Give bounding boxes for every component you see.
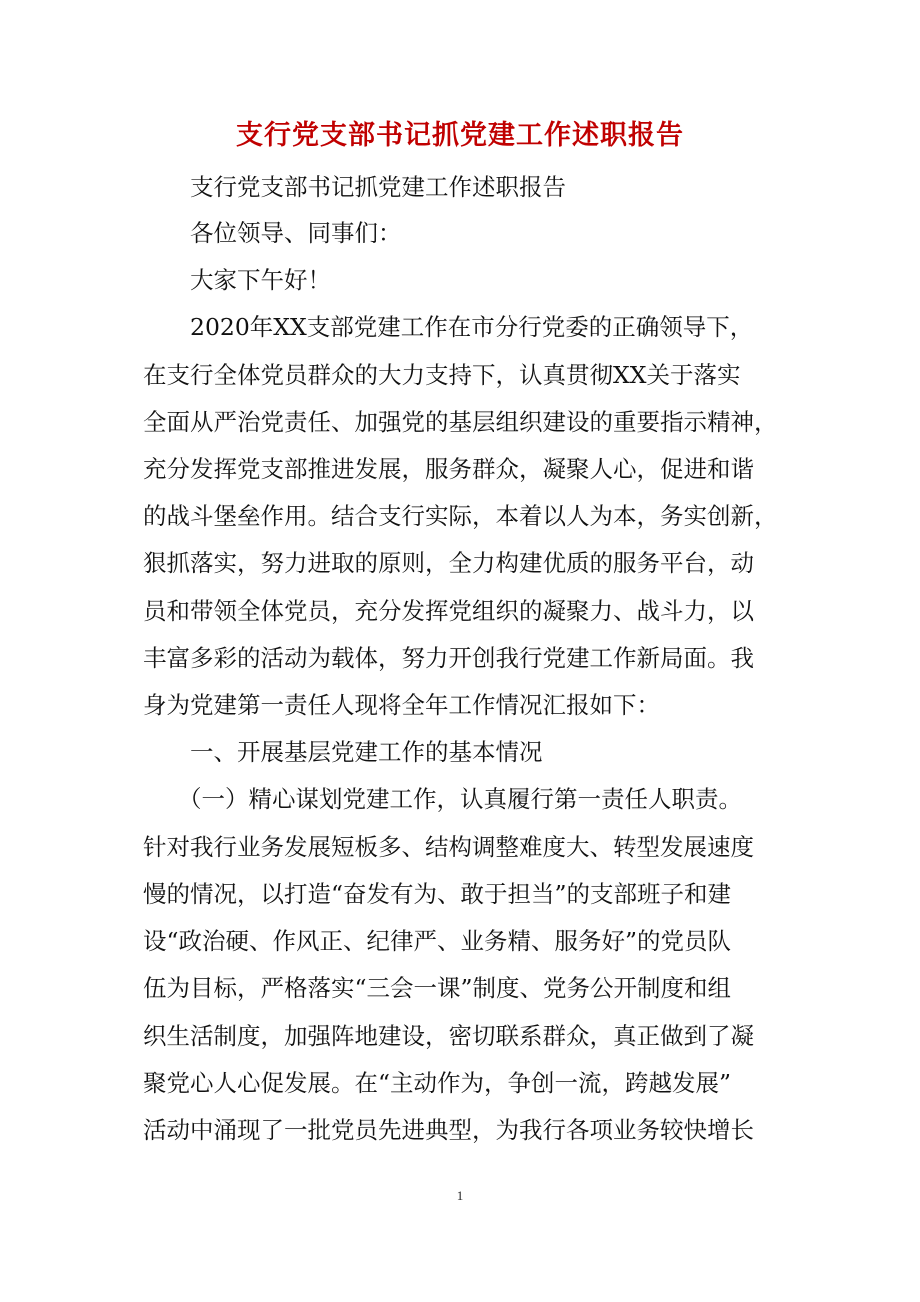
section-1-heading: 一、开展基层党建工作的基本情况 [190, 738, 543, 766]
subsection-1-line-4: 设“政治硬、作风正、纪律严、业务精、服务好”的党员队 [143, 927, 732, 955]
subsection-1-line-8: 活动中涌现了一批党员先进典型，为我行各项业务较快增长 [143, 1116, 754, 1144]
greeting: 大家下午好！ [190, 266, 331, 294]
subsection-1-line-3: 慢的情况，以打造“奋发有为、敢于担当”的支部班子和建 [143, 880, 732, 908]
subsection-1-line-2: 针对我行业务发展短板多、结构调整难度大、转型发展速度 [143, 833, 754, 861]
paragraph-1-line-7: 员和带领全体党员，充分发挥党组织的凝聚力、战斗力，以 [143, 597, 754, 625]
paragraph-1-line-1: 2020年XX支部党建工作在市分行党委的正确领导下， [190, 313, 754, 341]
paragraph-1-line-4: 充分发挥党支部推进发展，服务群众，凝聚人心，促进和谐 [143, 455, 754, 483]
document-title: 支行党支部书记抓党建工作述职报告 [236, 120, 684, 151]
page-number: 1 [456, 1188, 464, 1203]
paragraph-1-line-9: 身为党建第一责任人现将全年工作情况汇报如下： [143, 691, 660, 719]
paragraph-1-line-3: 全面从严治党责任、加强党的基层组织建设的重要指示精神， [143, 408, 778, 436]
salutation: 各位领导、同事们： [190, 219, 402, 247]
document-subtitle: 支行党支部书记抓党建工作述职报告 [190, 173, 566, 201]
paragraph-1-line-2: 在支行全体党员群众的大力支持下，认真贯彻XX关于落实 [143, 361, 741, 389]
paragraph-1-line-8: 丰富多彩的活动为载体，努力开创我行党建工作新局面。我 [143, 644, 754, 672]
subsection-1-line-5: 伍为目标，严格落实“三会一课”制度、党务公开制度和组 [143, 974, 732, 1002]
paragraph-1-line-6: 狠抓落实，努力进取的原则，全力构建优质的服务平台，动 [143, 549, 754, 577]
subsection-1-line-1: （一）精心谋划党建工作，认真履行第一责任人职责。 [178, 785, 742, 813]
paragraph-1-line-5: 的战斗堡垒作用。结合支行实际，本着以人为本，务实创新， [143, 502, 778, 530]
subsection-1-line-7: 聚党心人心促发展。在“主动作为，争创一流，跨越发展” [143, 1069, 732, 1097]
subsection-1-line-6: 织生活制度，加强阵地建设，密切联系群众，真正做到了凝 [143, 1022, 754, 1050]
